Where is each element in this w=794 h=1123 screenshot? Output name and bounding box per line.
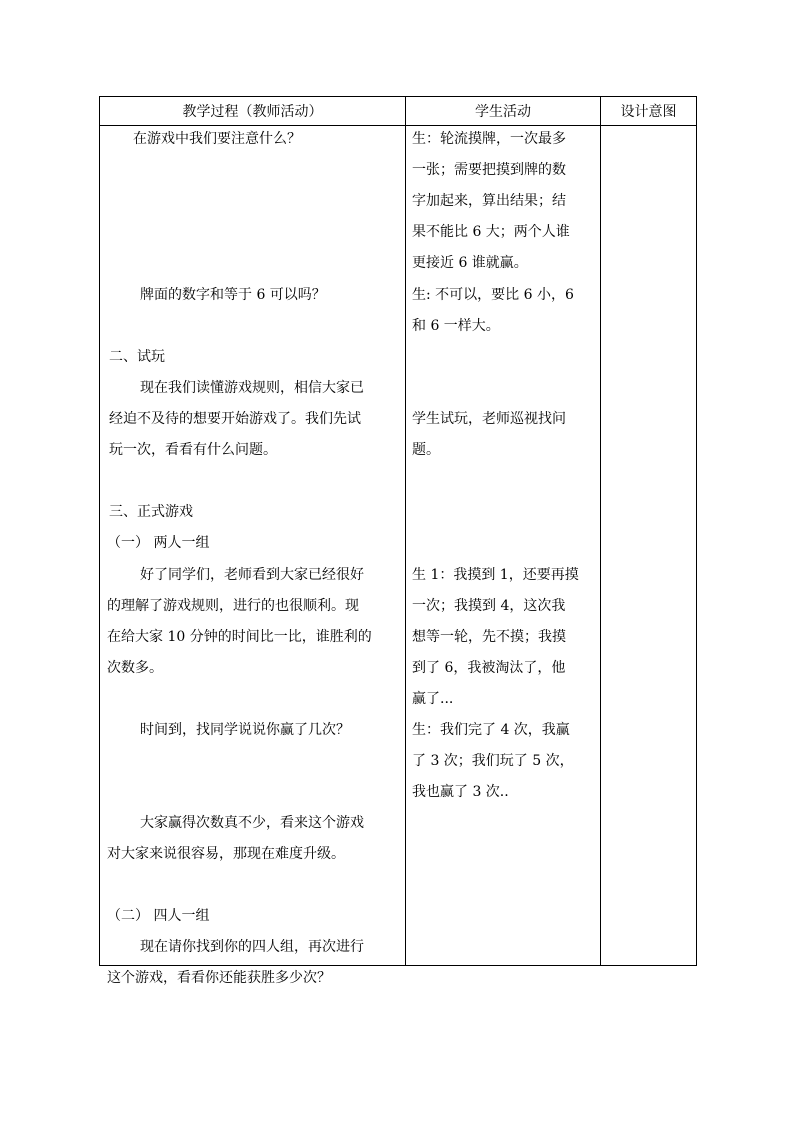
- subsection-heading: （二） 四人一组: [107, 908, 210, 924]
- teacher-line: 在给大家 10 分钟的时间比一比，谁胜利的: [107, 629, 372, 645]
- header-design-intent: 设计意图: [601, 97, 697, 126]
- student-line: 生 1：我摸到 1，还要再摸: [412, 567, 579, 583]
- student-line: 题。: [412, 442, 440, 458]
- header-student-activity: 学生活动: [406, 97, 601, 126]
- header-teacher-activity: 教学过程（教师活动）: [100, 97, 406, 126]
- student-line: 学生试玩，老师巡视找问: [412, 411, 566, 427]
- subsection-heading: （一） 两人一组: [107, 535, 210, 551]
- student-line: 一张；需要把摸到牌的数: [412, 162, 566, 178]
- section-heading: 三、正式游戏: [109, 504, 193, 520]
- teacher-line: 对大家来说很容易，那现在难度升级。: [107, 846, 345, 862]
- student-line: 生: 不可以，要比 6 小，6: [412, 287, 574, 303]
- teacher-line: 玩一次，看看有什么问题。: [109, 442, 277, 458]
- student-line: 和 6 一样大。: [412, 318, 500, 334]
- student-line: 字加起来，算出结果；结: [412, 193, 566, 209]
- design-intent-cell: [601, 126, 697, 966]
- lesson-plan-table: [99, 96, 697, 986]
- student-line: 一次；我摸到 4，这次我: [412, 598, 566, 614]
- student-line: 生：我们完了 4 次，我赢: [412, 722, 570, 738]
- teacher-activity-cell: [100, 126, 406, 986]
- table-header-row: [100, 97, 697, 126]
- teacher-line: 大家赢得次数真不少，看来这个游戏: [140, 815, 364, 831]
- teacher-line: 好了同学们，老师看到大家已经很好: [140, 567, 364, 583]
- student-line: 更接近 6 谁就赢。: [412, 255, 528, 271]
- teacher-line: 经迫不及待的想要开始游戏了。我们先试: [109, 411, 361, 427]
- teacher-line: 的理解了游戏规则，进行的也很顺利。现: [107, 598, 359, 614]
- teacher-line: 次数多。: [107, 660, 163, 676]
- table-row: [100, 126, 697, 966]
- teacher-line: 牌面的数字和等于 6 可以吗？: [140, 287, 326, 303]
- student-line: 我也赢了 3 次..: [412, 784, 509, 800]
- student-line: 想等一轮，先不摸；我摸: [412, 629, 566, 645]
- student-line: 了 3 次；我们玩了 5 次，: [412, 753, 574, 769]
- section-heading: 二、试玩: [109, 349, 165, 365]
- teacher-line: 时间到，找同学说说你赢了几次？: [140, 722, 350, 738]
- student-line: 生：轮流摸牌，一次最多: [412, 131, 566, 147]
- teacher-line: 现在我们读懂游戏规则，相信大家已: [140, 380, 364, 396]
- student-activity-cell: [406, 126, 601, 966]
- student-line: 果不能比 6 大；两个人谁: [412, 224, 570, 240]
- student-line: 到了 6，我被淘汰了，他: [412, 660, 566, 676]
- teacher-line: 这个游戏，看看你还能获胜多少次？: [107, 970, 331, 986]
- teacher-line: 现在请你找到你的四人组，再次进行: [140, 939, 364, 955]
- student-line: 赢了...: [412, 691, 454, 707]
- teacher-line: 在游戏中我们要注意什么？: [133, 131, 301, 147]
